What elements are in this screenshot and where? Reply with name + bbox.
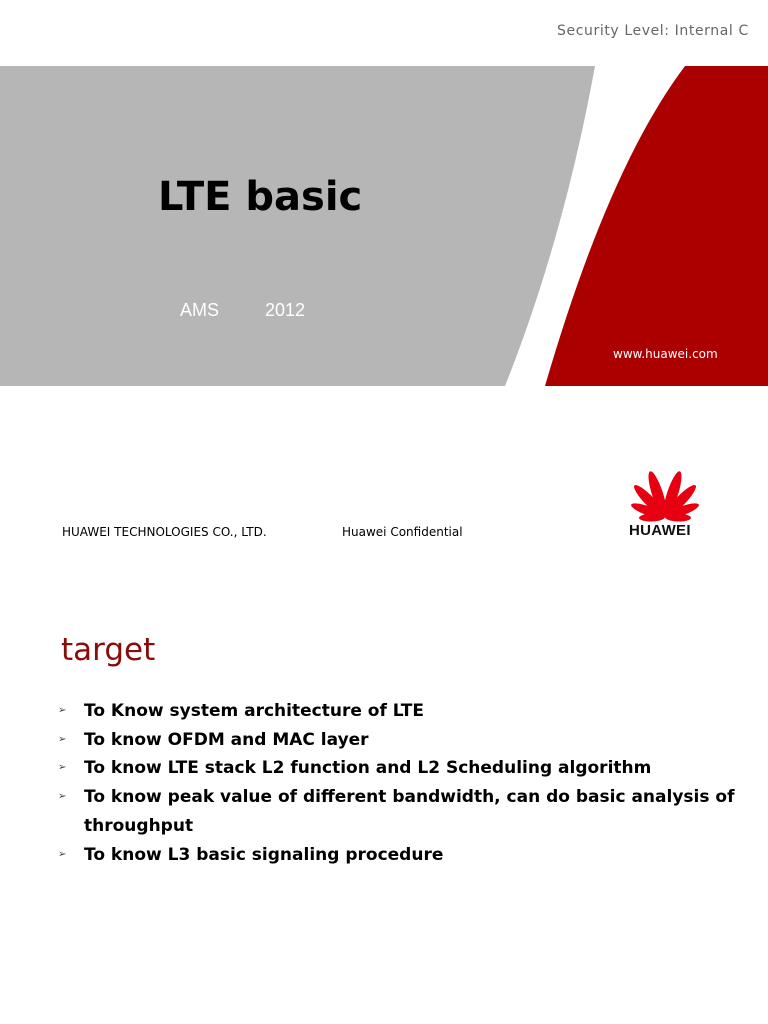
list-item: [58, 841, 738, 870]
banner-gray-panel: [0, 66, 595, 386]
company-name: HUAWEI TECHNOLOGIES CO., LTD.: [62, 525, 267, 539]
title-banner: [0, 66, 768, 386]
list-item: [58, 783, 738, 840]
arrow-bullet-icon: ➢: [58, 762, 67, 774]
arrow-bullet-icon: ➢: [58, 705, 67, 716]
bullet-text: To know LTE stack L2 function and L2 Scheduling algorithm: [84, 758, 652, 779]
website-link[interactable]: www.huawei.com: [613, 347, 718, 361]
arrow-bullet-icon: ➢: [58, 791, 67, 803]
bullet-text: To Know system architecture of LTE: [84, 701, 424, 721]
list-item: [58, 726, 738, 755]
huawei-flower-logo-icon: [628, 466, 702, 524]
target-bullet-list: [58, 697, 738, 869]
section-title: target: [61, 632, 156, 668]
arrow-bullet-icon: ➢: [58, 733, 67, 745]
author-label: AMS: [180, 300, 220, 320]
security-level-label: Security Level: Internal C: [557, 23, 749, 39]
arrow-bullet-icon: ➢: [58, 848, 67, 860]
list-item: [58, 754, 738, 783]
bullet-text: To know peak value of different bandwidth, can do basic analysis of throughput: [84, 787, 735, 836]
bullet-text: To know OFDM and MAC layer: [84, 729, 369, 750]
list-item: [58, 697, 738, 726]
confidential-label: Huawei Confidential: [342, 525, 463, 539]
bullet-text: To know L3 basic signaling procedure: [84, 844, 444, 865]
huawei-logo-text: HUAWEI: [629, 522, 691, 539]
slide-title: LTE basic: [158, 174, 363, 220]
year-label: 2012: [265, 300, 306, 320]
